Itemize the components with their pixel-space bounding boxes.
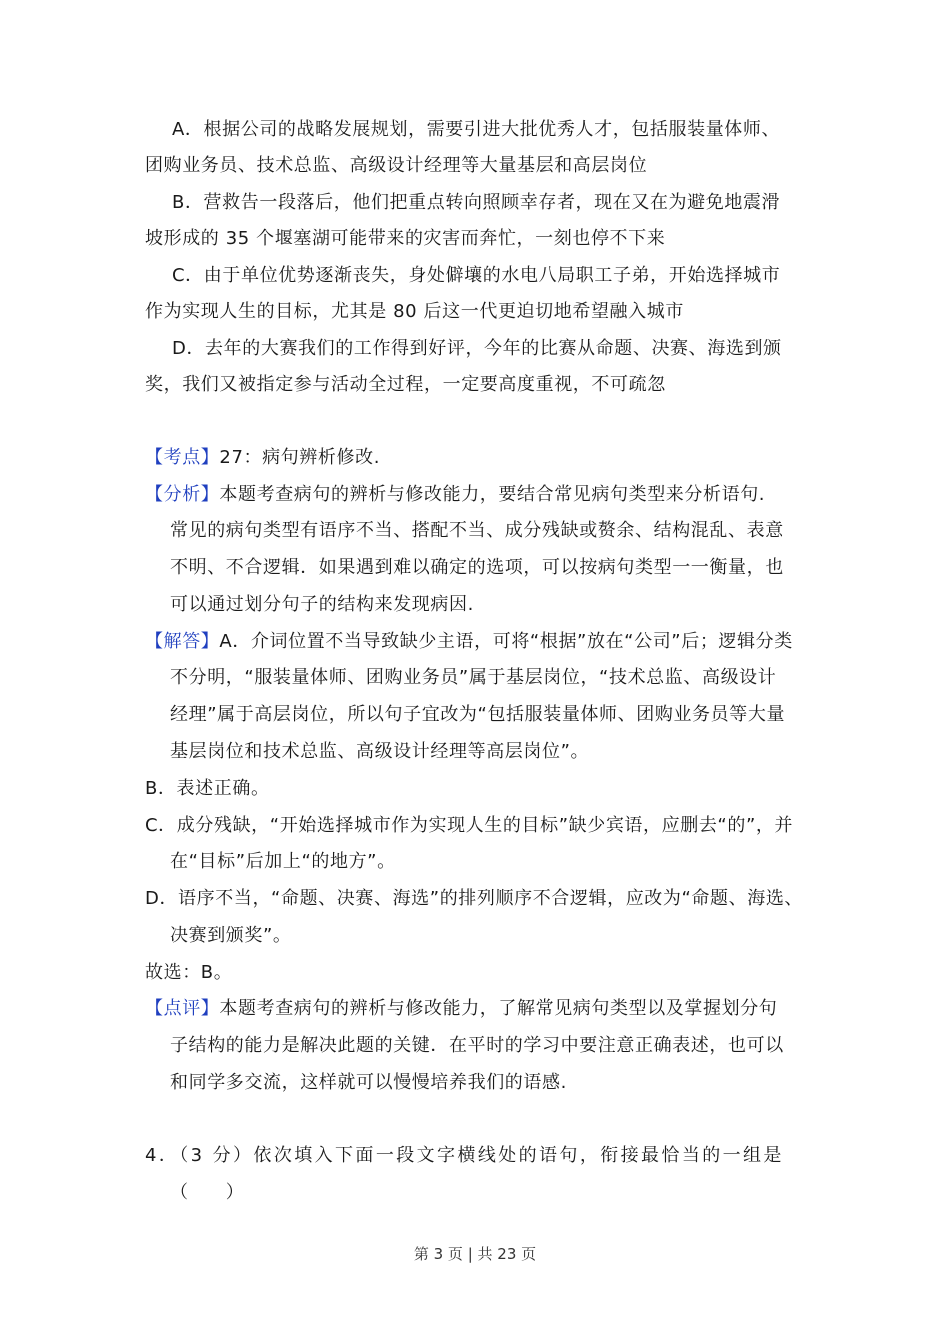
option-c-line1: C．由于单位优势逐渐丧失，身处僻壤的水电八局职工子弟，开始选择城市 <box>172 265 781 286</box>
option-b-line2: 坡形成的 35 个堰塞湖可能带来的灾害而奔忙，一刻也停不下来 <box>145 228 666 249</box>
dianping-line3: 和同学多交流，这样就可以慢慢培养我们的语感. <box>170 1072 567 1093</box>
fenxi-line2: 常见的病句类型有语序不当、搭配不当、成分残缺或赘余、结构混乱、表意 <box>170 520 784 541</box>
page-footer: 第 3 页 | 共 23 页 <box>413 1245 537 1263</box>
fenxi-tag: 【分析】 <box>145 484 220 505</box>
jieda-b: B．表述正确。 <box>145 778 270 799</box>
fenxi-line4: 可以通过划分句子的结构来发现病因. <box>170 594 474 615</box>
question-4-line1: 4．（3 分）依次填入下面一段文字横线处的语句，衔接最恰当的一组是 <box>145 1145 784 1166</box>
fenxi-section <box>145 484 765 506</box>
jieda-line2: 不分明，“服装量体师、团购业务员”属于基层岗位，“技术总监、高级设计 <box>170 667 777 688</box>
kaodian-section <box>145 447 380 469</box>
fenxi-line3: 不明、不合逻辑．如果遇到难以确定的选项，可以按病句类型一一衡量，也 <box>170 557 784 578</box>
option-d-line1: D．去年的大赛我们的工作得到好评，今年的比赛从命题、决赛、海选到颁 <box>172 338 782 359</box>
option-b-line1: B．营救告一段落后，他们把重点转向照顾幸存者，现在又在为避免地震滑 <box>172 192 781 213</box>
jieda-line1: A．介词位置不当导致缺少主语，可将“根据”放在“公司”后；逻辑分类 <box>219 631 793 652</box>
jieda-tag: 【解答】 <box>145 631 220 652</box>
option-c-line2: 作为实现人生的目标，尤其是 80 后这一代更迫切地希望融入城市 <box>145 301 684 322</box>
dianping-line1: 本题考查病句的辨析与修改能力，了解常见病句类型以及掌握划分句 <box>219 998 778 1019</box>
jieda-section <box>145 631 793 653</box>
answer-line: 故选：B。 <box>145 962 233 983</box>
question-4-line2: （ ） <box>170 1182 245 1203</box>
jieda-line3: 经理”属于高层岗位，所以句子宜改为“包括服装量体师、团购业务员等大量 <box>170 704 786 725</box>
dianping-line2: 子结构的能力是解决此题的关键．在平时的学习中要注意正确表述，也可以 <box>170 1035 784 1056</box>
jieda-c-line1: C．成分残缺，“开始选择城市作为实现人生的目标”缺少宾语，应删去“的”，并 <box>145 815 794 836</box>
jieda-d-line1: D．语序不当，“命题、决赛、海选”的排列顺序不合逻辑，应改为“命题、海选、 <box>145 888 804 909</box>
dianping-section <box>145 998 777 1020</box>
jieda-c-line2: 在“目标”后加上“的地方”。 <box>170 851 396 872</box>
jieda-line4: 基层岗位和技术总监、高级设计经理等高层岗位”。 <box>170 741 590 762</box>
fenxi-line1: 本题考查病句的辨析与修改能力，要结合常见病句类型来分析语句. <box>219 484 766 505</box>
dianping-tag: 【点评】 <box>145 998 220 1019</box>
option-a-line1: A．根据公司的战略发展规划，需要引进大批优秀人才，包括服装量体师、 <box>172 119 781 140</box>
kaodian-text: 27：病句辨析修改. <box>219 447 381 468</box>
option-d-line2: 奖，我们又被指定参与活动全过程，一定要高度重视，不可疏忽 <box>145 374 666 395</box>
jieda-d-line2: 决赛到颁奖”。 <box>170 925 292 946</box>
kaodian-tag: 【考点】 <box>145 447 220 468</box>
option-a-line2: 团购业务员、技术总监、高级设计经理等大量基层和高层岗位 <box>145 155 648 176</box>
